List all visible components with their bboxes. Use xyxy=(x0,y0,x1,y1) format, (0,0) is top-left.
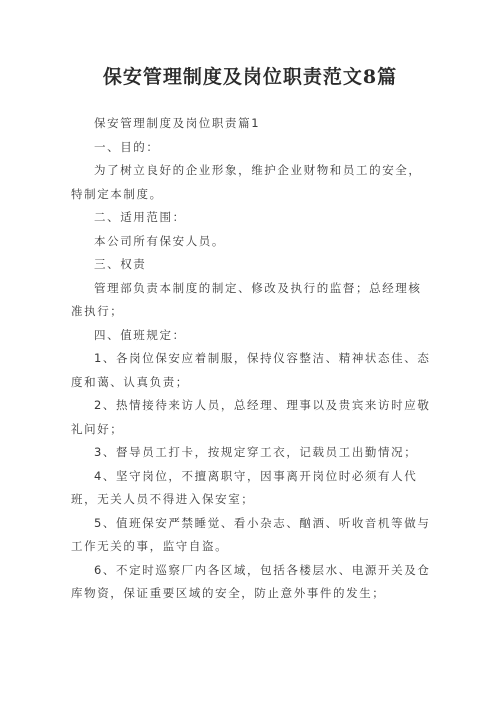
section-heading: 保安管理制度及岗位职责篇1 xyxy=(94,116,261,130)
paragraph: 本公司所有保安人员。 xyxy=(94,233,225,248)
paragraph: 一、目的： xyxy=(94,139,160,154)
paragraph: 管理部负责本制度的制定、修改及执行的监督；总经理核准执行； xyxy=(71,280,422,318)
list-item: 1、各岗位保安应着制服，保持仪容整洁、精神状态佳、态度和蔼、认真负责； xyxy=(71,351,431,389)
paragraph: 四、值班规定： xyxy=(94,327,186,342)
list-item: 4、坚守岗位，不擅离职守，因事离开岗位时必须有人代班，无关人员不得进入保安室； xyxy=(71,468,418,506)
paragraph: 为了树立良好的企业形象，维护企业财物和员工的安全，特制定本制度。 xyxy=(71,163,422,201)
list-item: 2、热情接待来访人员，总经理、理事以及贵宾来访时应敬礼问好； xyxy=(71,398,431,436)
list-item: 5、值班保安严禁睡觉、看小杂志、酗酒、听收音机等做与工作无关的事，监守自盗。 xyxy=(71,515,431,553)
list-item: 3、督导员工打卡，按规定穿工衣，记载员工出勤情况； xyxy=(94,445,418,459)
document-title: 保安管理制度及岗位职责范文8篇 xyxy=(102,66,398,88)
paragraph: 三、权责 xyxy=(94,257,147,271)
document-body xyxy=(71,112,433,606)
paragraph: 二、适用范围： xyxy=(94,210,186,224)
list-item: 6、不定时巡察厂内各区域，包括各楼层水、电源开关及仓库物资，保证重要区域的安全，防止意外事件的发生； xyxy=(71,562,431,600)
